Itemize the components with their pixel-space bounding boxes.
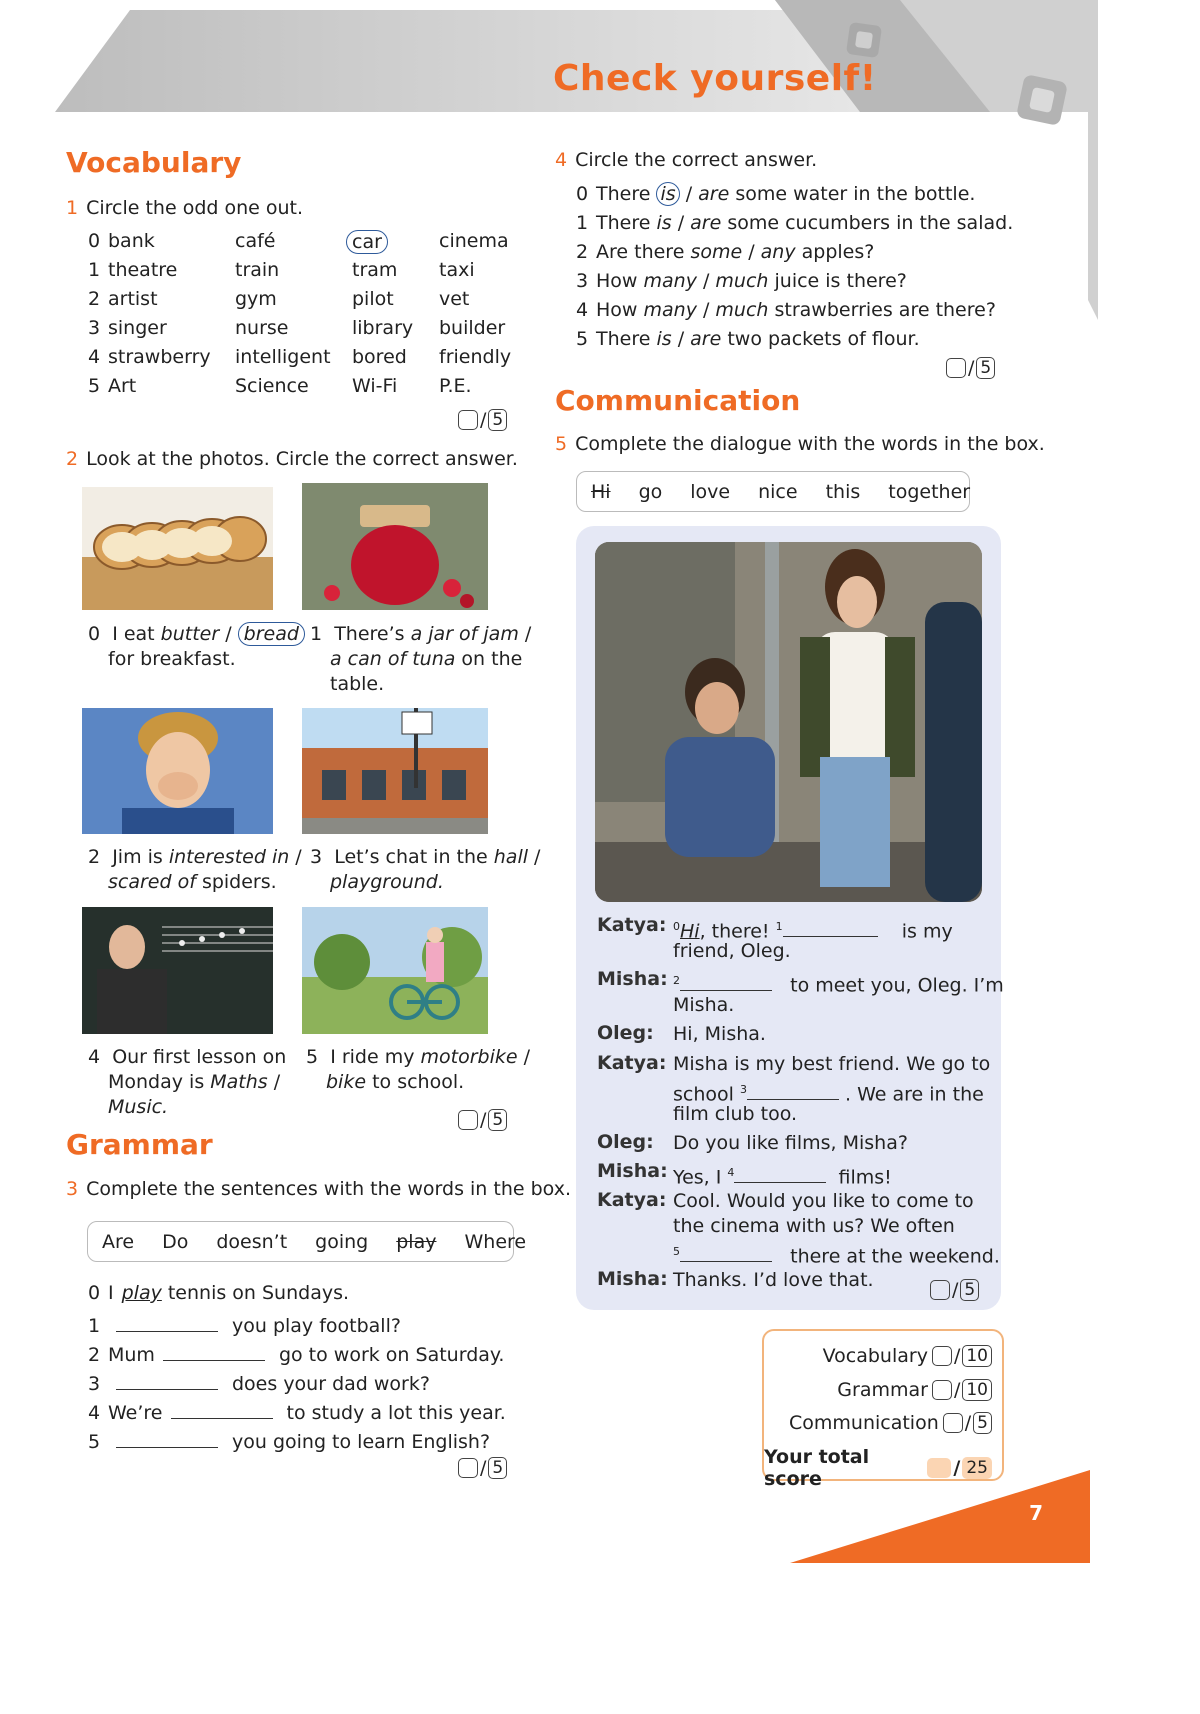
speaker-oleg: Oleg:	[597, 1022, 654, 1044]
vocabulary-heading: Vocabulary	[66, 146, 242, 179]
friends-chatting-photo	[595, 542, 982, 902]
score-entry-box[interactable]	[943, 1413, 963, 1433]
sentence-text: juice is there?	[768, 270, 907, 292]
dialogue-line: Thanks. I’d love that.	[673, 1269, 874, 1291]
item-text: on the	[455, 648, 523, 670]
word-option[interactable]: Wi-Fi	[352, 375, 398, 397]
speaker-katya: Katya:	[597, 1189, 667, 1211]
sentence-text: How	[596, 299, 644, 321]
instruction-text: Complete the sentences with the words in the box.	[86, 1178, 571, 1200]
item-number: 1	[310, 623, 323, 645]
word-option[interactable]: P.E.	[439, 375, 472, 397]
sentence-text: you play football?	[232, 1315, 401, 1337]
item-text: I eat	[112, 623, 161, 645]
task2-item-3	[310, 845, 540, 895]
sentence-number: 1	[576, 212, 589, 234]
sentence-row	[88, 1282, 349, 1304]
item-number: 4	[88, 1046, 101, 1068]
word-box-task3	[87, 1221, 527, 1262]
dialogue-line: Misha is my best friend. We go to	[673, 1053, 991, 1075]
sentence-number: 3	[576, 270, 589, 292]
score-max: 5	[488, 409, 507, 431]
task-3-instruction	[66, 1178, 571, 1200]
separator: /	[518, 623, 532, 645]
instruction-text: Circle the correct answer.	[575, 149, 818, 171]
word-option-circled[interactable]: car	[346, 230, 388, 254]
separator: /	[289, 846, 302, 868]
separator: /	[671, 328, 691, 350]
instruction-text: Complete the dialogue with the words in the box.	[575, 433, 1045, 455]
row-number: 3	[88, 317, 101, 339]
option-a[interactable]: motorbike	[420, 1046, 518, 1068]
score-box-task1: / 5	[458, 409, 507, 431]
total-label: Vocabulary	[822, 1345, 928, 1367]
answer-blank[interactable]	[163, 1340, 265, 1361]
dialogue-line: Hi, Misha.	[673, 1023, 766, 1045]
score-entry-box[interactable]	[458, 1110, 478, 1130]
dialogue-line: Do you like films, Misha?	[673, 1132, 908, 1154]
word-option[interactable]: strawberry	[108, 346, 211, 368]
word-box-item: this	[825, 480, 861, 503]
separator: /	[528, 846, 541, 868]
sentence-text: There	[596, 328, 657, 350]
speaker-misha: Misha:	[597, 968, 668, 990]
dialogue-text: is my	[901, 920, 953, 943]
option-a[interactable]: hall	[493, 846, 529, 868]
option-a[interactable]: interested in	[168, 846, 290, 868]
sentence-text: We’re	[108, 1402, 163, 1424]
jam-jar-photo	[302, 483, 488, 610]
total-row-communication: Communication / 5	[789, 1412, 992, 1434]
option-a[interactable]: Maths	[210, 1071, 268, 1093]
word-option[interactable]: nurse	[235, 317, 289, 339]
word-box-item: Where	[464, 1230, 527, 1253]
dialogue-line: Misha.	[673, 994, 735, 1016]
option-b[interactable]: are	[698, 183, 730, 205]
gap-number: 0	[673, 920, 680, 933]
option-b[interactable]: a can of tuna	[330, 648, 456, 670]
row-number: 2	[88, 288, 101, 310]
example-answer: Hi	[680, 920, 700, 943]
task-number: 1	[66, 197, 79, 219]
task-number: 3	[66, 1178, 79, 1200]
item-text: spiders.	[195, 871, 277, 893]
gap-number: 1	[775, 920, 783, 933]
sentence-row	[88, 1398, 506, 1424]
option-b[interactable]: much	[715, 270, 769, 292]
sentence-number: 5	[576, 328, 589, 350]
option-b[interactable]: are	[690, 328, 722, 350]
sentence-text: I	[108, 1282, 114, 1304]
choice-sentence	[576, 212, 1013, 234]
speaker-misha: Misha:	[597, 1160, 668, 1182]
item-text: There’s	[334, 623, 411, 645]
word-option[interactable]: café	[235, 230, 276, 252]
word-box-item: nice	[758, 480, 798, 503]
word-option[interactable]: vet	[439, 288, 470, 310]
sentence-row	[88, 1311, 401, 1337]
option-a[interactable]: many	[643, 299, 697, 321]
option-a[interactable]: many	[643, 270, 697, 292]
item-text: for breakfast.	[108, 648, 236, 670]
word-option[interactable]: theatre	[108, 259, 178, 281]
score-max: 5	[488, 1109, 507, 1131]
sentence-number: 4	[88, 1402, 101, 1424]
row-number: 5	[88, 375, 101, 397]
sentence-text: some cucumbers in the salad.	[721, 212, 1014, 234]
score-box-task2: / 5	[458, 1109, 507, 1131]
music-teacher-photo	[82, 907, 273, 1034]
score-entry-box[interactable]	[458, 410, 478, 430]
word-option[interactable]: cinema	[439, 230, 509, 252]
gap-number: 4	[727, 1166, 735, 1179]
word-option[interactable]: library	[352, 317, 414, 339]
score-max: 10	[962, 1345, 992, 1367]
sentence-number: 1	[88, 1315, 101, 1337]
sentence-text: two packets of flour.	[721, 328, 920, 350]
word-box-item: Do	[162, 1230, 189, 1253]
word-option[interactable]: Science	[235, 375, 309, 397]
choice-sentence	[576, 183, 975, 205]
task2-item-5	[306, 1045, 530, 1095]
score-max: 10	[962, 1379, 992, 1401]
separator: /	[696, 299, 716, 321]
task-4-instruction	[555, 149, 817, 171]
sentence-number: 0	[576, 183, 589, 205]
dialogue-text: Yes, I	[673, 1166, 728, 1189]
total-row-overall: Your total score / 25	[764, 1446, 992, 1490]
dialogue-text: school	[673, 1083, 740, 1106]
dialogue-line: film club too.	[673, 1103, 798, 1125]
score-summary	[762, 1329, 1004, 1490]
sentence-row	[88, 1369, 430, 1395]
word-box-item: doesn’t	[216, 1230, 288, 1253]
sentence-number: 5	[88, 1431, 101, 1453]
word-option[interactable]: bored	[352, 346, 407, 368]
word-box-item-used: play	[396, 1230, 437, 1253]
bread-photo	[82, 487, 273, 610]
total-label: Communication	[789, 1412, 939, 1434]
word-option[interactable]: intelligent	[235, 346, 331, 368]
word-box-item: love	[690, 480, 731, 503]
word-option[interactable]: builder	[439, 317, 506, 339]
sentence-number: 0	[88, 1282, 101, 1304]
word-option[interactable]: train	[235, 259, 280, 281]
sentence-text: does your dad work?	[232, 1373, 430, 1395]
dialogue-text: . We are in the	[845, 1083, 984, 1106]
gap-3-blank[interactable]	[747, 1079, 839, 1100]
dialogue-line: friend, Oleg.	[673, 940, 791, 962]
option-a[interactable]: a jar of jam	[410, 623, 519, 645]
sentence-row	[88, 1340, 504, 1366]
score-max: 5	[973, 1412, 992, 1434]
dialogue-line	[673, 1239, 1000, 1269]
communication-heading: Communication	[555, 384, 801, 417]
sentence-text: There	[596, 183, 657, 205]
word-option[interactable]: gym	[235, 288, 277, 310]
sentence-text: go to work on Saturday.	[278, 1344, 505, 1366]
sentence-text: some water in the bottle.	[729, 183, 976, 205]
word-box-task5	[576, 471, 970, 512]
total-row-grammar: Grammar / 10	[837, 1379, 992, 1401]
score-box-task5: / 5	[930, 1279, 979, 1301]
word-option[interactable]: pilot	[352, 288, 394, 310]
option-b[interactable]: Music.	[108, 1096, 169, 1118]
task-number: 4	[555, 149, 568, 171]
total-label: Your total score	[764, 1446, 870, 1490]
answer-blank[interactable]	[171, 1398, 273, 1419]
word-box-item: Are	[102, 1230, 135, 1253]
word-option[interactable]: tram	[352, 259, 398, 281]
sentence-text: There	[596, 212, 657, 234]
sentence-text: Mum	[108, 1344, 155, 1366]
word-option[interactable]: friendly	[439, 346, 512, 368]
word-box-item: together	[888, 480, 971, 503]
school-building-photo	[302, 708, 488, 834]
score-max: 5	[976, 357, 995, 379]
option-a[interactable]: butter	[160, 623, 220, 645]
option-a[interactable]: is	[656, 328, 672, 350]
score-entry-box[interactable]	[458, 1458, 478, 1478]
item-number: 0	[88, 623, 101, 645]
sentence-text: Are there	[596, 241, 691, 263]
gap-number: 5	[673, 1245, 680, 1258]
word-option[interactable]: singer	[108, 317, 167, 339]
dialogue-text: to meet you, Oleg. I’m	[790, 974, 1004, 997]
sentence-text: strawberries are there?	[768, 299, 996, 321]
choice-sentence	[576, 270, 907, 292]
answer-blank[interactable]	[116, 1311, 218, 1332]
surprised-boy-photo	[82, 708, 273, 834]
task2-item-2	[88, 845, 302, 895]
separator: /	[219, 623, 238, 645]
sentence-text: apples?	[795, 241, 875, 263]
option-b-circled[interactable]: bread	[238, 622, 305, 646]
word-box-item: going	[315, 1230, 369, 1253]
item-number: 2	[88, 846, 101, 868]
score-box-task3: / 5	[458, 1457, 507, 1479]
item-number: 3	[310, 846, 323, 868]
word-box-item: go	[638, 480, 663, 503]
speaker-katya: Katya:	[597, 914, 667, 936]
task-1-instruction	[66, 197, 303, 219]
example-answer: play	[121, 1282, 162, 1304]
gap-4-blank[interactable]	[734, 1162, 826, 1183]
dialogue-line	[673, 1160, 892, 1190]
page-corner-decoration	[790, 1470, 1098, 1563]
dialogue-line: Cool. Would you like to come to	[673, 1190, 974, 1212]
instruction-text: Circle the odd one out.	[86, 197, 304, 219]
sentence-row	[88, 1427, 490, 1453]
sentence-number: 4	[576, 299, 589, 321]
separator: /	[517, 1046, 531, 1068]
word-option[interactable]: Art	[108, 375, 137, 397]
total-label: Grammar	[837, 1379, 928, 1401]
task2-item-0	[88, 622, 305, 672]
task-number: 2	[66, 448, 79, 470]
score-entry-box[interactable]	[932, 1346, 952, 1366]
option-b[interactable]: bike	[326, 1071, 367, 1093]
task-number: 5	[555, 433, 568, 455]
total-row-vocabulary: Vocabulary / 10	[823, 1345, 992, 1367]
page-number: 7	[1029, 1501, 1043, 1525]
total-score-max: 25	[962, 1457, 992, 1479]
item-text: Let’s chat in the	[334, 846, 494, 868]
gap-5-blank[interactable]	[680, 1241, 772, 1262]
gap-number: 2	[673, 974, 680, 987]
word-option[interactable]: bank	[108, 230, 155, 252]
sentence-text: to study a lot this year.	[286, 1402, 506, 1424]
score-max: 5	[960, 1279, 979, 1301]
word-option[interactable]: taxi	[439, 259, 475, 281]
option-a[interactable]: is	[656, 212, 672, 234]
item-text: to school.	[366, 1071, 465, 1093]
word-option[interactable]: artist	[108, 288, 158, 310]
item-number: 5	[306, 1046, 319, 1068]
instruction-text: Look at the photos. Circle the correct answer.	[86, 448, 518, 470]
score-entry-box[interactable]	[946, 358, 966, 378]
row-number: 4	[88, 346, 101, 368]
option-b[interactable]: much	[715, 299, 769, 321]
sentence-number: 2	[88, 1344, 101, 1366]
task2-item-4	[88, 1045, 286, 1120]
item-text: Jim is	[112, 846, 169, 868]
task-2-instruction	[66, 448, 518, 470]
speaker-katya: Katya:	[597, 1052, 667, 1074]
separator: /	[671, 212, 691, 234]
score-entry-box[interactable]	[930, 1280, 950, 1300]
separator: /	[267, 1071, 281, 1093]
speaker-oleg: Oleg:	[597, 1131, 654, 1153]
item-text: I ride my	[330, 1046, 421, 1068]
gap-number: 3	[739, 1083, 747, 1096]
choice-sentence	[576, 328, 920, 350]
item-text: table.	[330, 673, 385, 695]
speaker-misha: Misha:	[597, 1268, 668, 1290]
sentence-text: you going to learn English?	[232, 1431, 491, 1453]
choice-sentence	[576, 299, 996, 321]
gap-1-blank[interactable]	[783, 916, 878, 937]
grammar-heading: Grammar	[66, 1128, 213, 1161]
score-entry-box[interactable]	[932, 1380, 952, 1400]
answer-blank[interactable]	[116, 1427, 218, 1448]
page-title: Check yourself!	[553, 58, 877, 99]
separator: /	[696, 270, 716, 292]
score-max: 5	[488, 1457, 507, 1479]
option-b[interactable]: are	[690, 212, 722, 234]
answer-blank[interactable]	[116, 1369, 218, 1390]
score-box-task4: / 5	[946, 357, 995, 379]
girl-with-bike-photo	[302, 907, 488, 1034]
task2-item-1	[310, 622, 531, 697]
dialogue-text: there at the weekend.	[790, 1245, 1000, 1268]
sentence-text: tennis on Sundays.	[167, 1282, 350, 1304]
option-a-circled[interactable]: is	[656, 182, 679, 206]
gap-2-blank[interactable]	[680, 970, 772, 991]
option-a[interactable]: some	[690, 241, 743, 263]
sentence-number: 3	[88, 1373, 101, 1395]
sentence-text: How	[596, 270, 644, 292]
option-b[interactable]: playground.	[330, 871, 444, 893]
item-text: Monday is	[108, 1071, 211, 1093]
word-box-item-used: Hi	[591, 480, 611, 503]
choice-sentence	[576, 241, 874, 263]
item-text: Our first lesson on	[112, 1046, 287, 1068]
dialogue-line: the cinema with us? We often	[673, 1215, 955, 1237]
dialogue-text: , there!	[699, 920, 776, 943]
sentence-number: 2	[576, 241, 589, 263]
row-number: 0	[88, 230, 101, 252]
dialogue-text: films!	[838, 1166, 892, 1189]
option-b[interactable]: scared of	[108, 871, 196, 893]
separator: /	[742, 241, 761, 263]
separator: /	[679, 183, 699, 205]
option-b[interactable]: any	[760, 241, 796, 263]
row-number: 1	[88, 259, 101, 281]
task-5-instruction	[555, 433, 1045, 455]
